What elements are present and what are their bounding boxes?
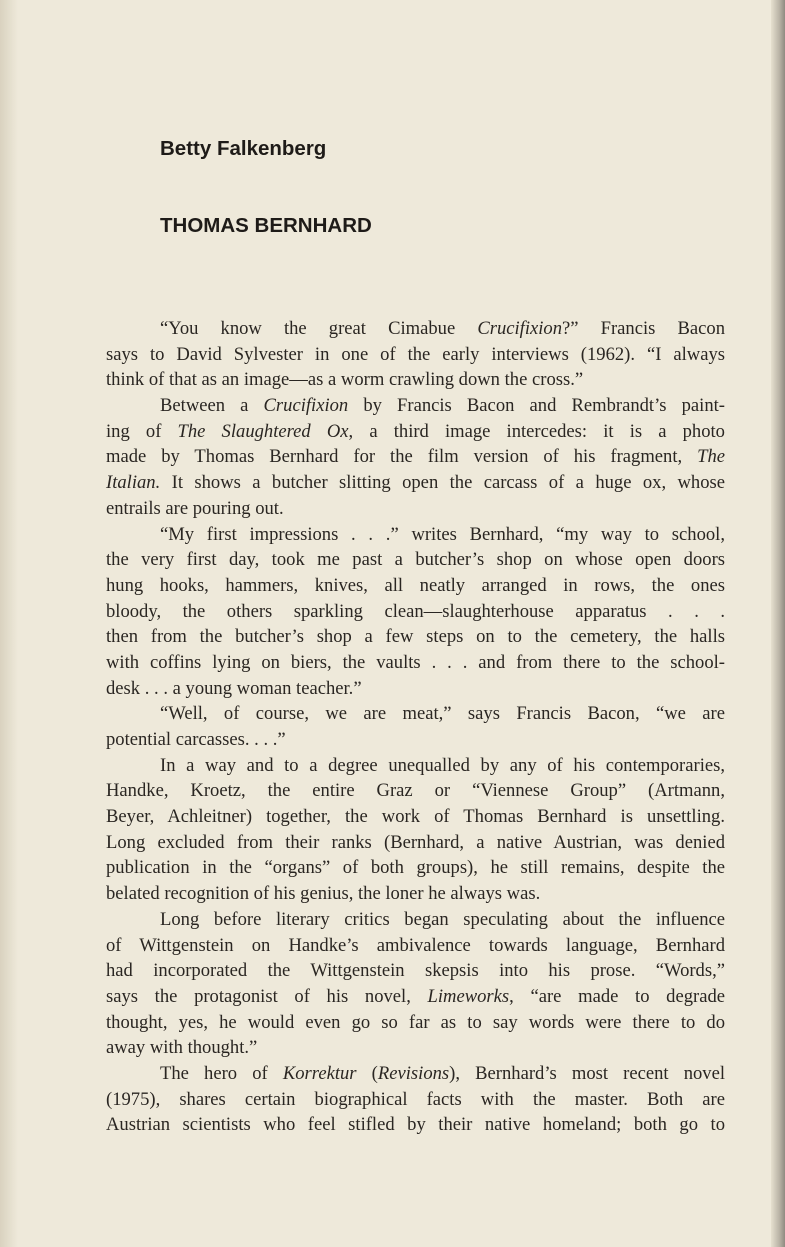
page-edge-shadow-right: [771, 0, 785, 1247]
text-segment: away with thought.”: [106, 1037, 258, 1059]
text-segment: , “are made to degrade: [509, 985, 726, 1007]
text-segment: of Wittgenstein on Handke’s ambivalence towards language, Bernhard: [106, 934, 725, 956]
text-segment: “You know the great Cimabue: [160, 318, 478, 339]
text-segment: Handke, Kroetz, the entire Graz or “Viennese Group” (Artmann,: [106, 780, 725, 802]
text-line: [106, 547, 725, 573]
italic-text: The: [697, 446, 725, 468]
text-segment: hung hooks, hammers, knives, all neatly arranged in rows, the ones: [106, 574, 725, 596]
text-segment: The hero of: [160, 1062, 283, 1084]
italic-text: The Slaughtered Ox: [177, 420, 349, 442]
text-line: [106, 342, 725, 368]
article-title: THOMAS BERNHARD: [160, 214, 372, 237]
text-line: [106, 804, 725, 830]
text-segment: by Francis Bacon and Rembrandt’s paint-: [348, 395, 725, 417]
text-line: [106, 522, 725, 548]
text-line: [106, 881, 725, 907]
text-line: [106, 855, 725, 881]
text-line: [106, 496, 725, 522]
text-line: [106, 727, 725, 753]
text-segment: entrails are pouring out.: [106, 497, 284, 519]
text-line: [106, 1010, 725, 1036]
text-line: [106, 393, 725, 419]
text-segment: with coffins lying on biers, the vaults . . . and from there to the school-: [106, 651, 725, 673]
text-line: [106, 650, 725, 676]
text-line: [106, 701, 725, 727]
italic-text: Italian.: [106, 472, 161, 494]
text-line: [106, 599, 725, 625]
text-segment: (1975), shares certain biographical facts with the master. Both are: [106, 1088, 725, 1110]
text-segment: Long excluded from their ranks (Bernhard, a native Austrian, was denied: [106, 831, 725, 853]
page-edge-shadow-left: [0, 0, 18, 1247]
text-line: [106, 316, 725, 342]
text-line: [106, 419, 725, 445]
text-line: [106, 984, 725, 1010]
text-line: [106, 676, 725, 702]
text-segment: “My first impressions . . .” writes Bernhard, “my way to school,: [160, 523, 725, 545]
text-line: [106, 1087, 725, 1113]
text-segment: publication in the “organs” of both groups), he still remains, despite the: [106, 857, 725, 879]
text-segment: In a way and to a degree unequalled by any of his contemporaries,: [160, 754, 725, 776]
text-line: [106, 1035, 725, 1061]
text-segment: the very first day, took me past a butcher’s shop on whose open doors: [106, 549, 725, 571]
text-line: [106, 778, 725, 804]
text-segment: thought, yes, he would even go so far as to say words were there to do: [106, 1011, 725, 1033]
text-line: [106, 367, 725, 393]
text-segment: says the protagonist of his novel,: [106, 985, 428, 1007]
text-segment: says to David Sylvester in one of the early interviews (1962). “I always: [106, 343, 725, 365]
text-line: [106, 830, 725, 856]
text-segment: , a third image intercedes: it is a photo: [348, 420, 725, 442]
text-segment: Between a: [160, 395, 264, 417]
text-line: [106, 958, 725, 984]
text-segment: had incorporated the Wittgenstein skepsis into his prose. “Words,”: [106, 960, 725, 982]
text-segment: then from the butcher’s shop a few steps on to the cemetery, the halls: [106, 626, 725, 648]
text-line: [106, 624, 725, 650]
text-line: [106, 470, 725, 496]
text-segment: desk . . . a young woman teacher.”: [106, 677, 362, 699]
italic-text: Korrektur: [282, 1062, 357, 1084]
text-segment: Beyer, Achleitner) together, the work of Thomas Bernhard is unsettling.: [106, 806, 725, 828]
text-line: [106, 907, 725, 933]
article-body: [106, 316, 725, 1138]
text-segment: ), Bernhard’s most recent novel: [449, 1062, 726, 1084]
text-line: [106, 933, 725, 959]
text-segment: Long before literary critics began speculating about the influence: [160, 908, 725, 930]
text-segment: “Well, of course, we are meat,” says Francis Bacon, “we are: [160, 703, 725, 725]
text-segment: think of that as an image—as a worm crawling down the cross.”: [106, 369, 584, 391]
text-line: [106, 753, 725, 779]
author-name: Betty Falkenberg: [160, 137, 327, 160]
italic-text: Limeworks: [427, 985, 510, 1007]
text-segment: made by Thomas Bernhard for the film version of his fragment,: [106, 446, 698, 468]
text-line: [106, 444, 725, 470]
text-segment: Austrian scientists who feel stifled by their native homeland; both go to: [106, 1114, 725, 1136]
text-segment: (: [356, 1062, 378, 1084]
text-segment: It shows a butcher slitting open the carcass of a huge ox, whose: [160, 472, 725, 494]
text-segment: potential carcasses. . . .”: [106, 729, 286, 750]
text-segment: ?” Francis Bacon: [562, 318, 725, 339]
text-segment: ing of: [106, 420, 178, 442]
text-line: [106, 1061, 725, 1087]
italic-text: Revisions: [377, 1062, 450, 1084]
text-line: [106, 573, 725, 599]
text-line: [106, 1112, 725, 1138]
italic-text: Crucifixion: [263, 395, 349, 417]
italic-text: Crucifixion: [477, 318, 563, 339]
text-segment: belated recognition of his genius, the loner he always was.: [106, 883, 541, 905]
text-segment: bloody, the others sparkling clean—slaughterhouse apparatus . . .: [106, 600, 725, 622]
